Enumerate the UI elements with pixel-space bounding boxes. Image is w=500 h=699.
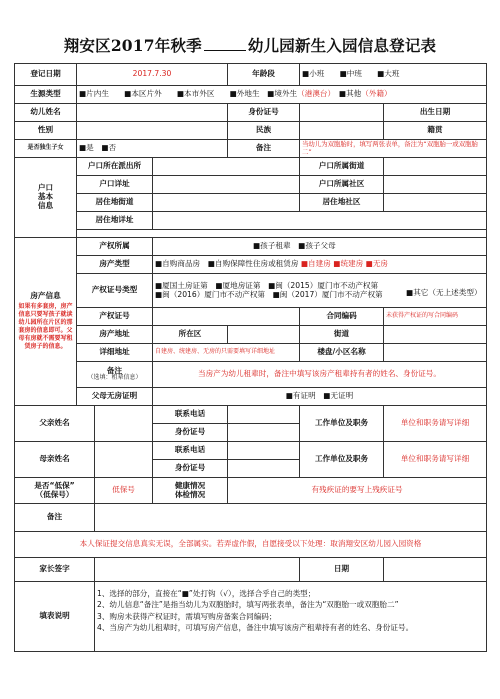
gender-label: 性别 [15, 122, 77, 140]
district-label: 所在区 [153, 326, 228, 344]
origin-label: 籍贯 [384, 122, 487, 140]
house-remark-note: 当房产为幼儿租辈时，备注中填写该房产租辈持有者的姓名、身份证号。 [153, 362, 487, 388]
row-only-child [15, 140, 487, 158]
student-type-label: 生源类型 [15, 86, 77, 104]
grade-options[interactable]: ■小班 ■中班 ■大班 [300, 64, 487, 86]
district-field[interactable] [228, 326, 300, 344]
row-student-type [15, 86, 487, 104]
house-detail-label: 详细地址 [77, 344, 153, 362]
estate-name-label: 楼盘/小区名称 [300, 344, 384, 362]
instruction-line: 1、选择的部分，直接在“■”处打钩（√），选择合乎自己的类型； [97, 589, 316, 598]
sign-field[interactable] [95, 558, 300, 582]
opt-overseas-note: （港澳台） [297, 89, 332, 99]
child-remark-note: 当幼儿为双胞胎时，填写两张表单，备注为“双胞胎一或双胞胎二” [300, 140, 487, 158]
hukou-police-field[interactable] [153, 158, 300, 176]
res-community-label: 居住地社区 [300, 194, 384, 212]
row-hukou-spacer [15, 230, 487, 238]
row-remark [15, 504, 487, 532]
ownership-options[interactable]: ■孩子租辈 ■孩子父母 [153, 238, 487, 256]
cert-type-options[interactable] [153, 274, 487, 308]
student-type-options[interactable] [77, 86, 487, 104]
ethnic-label: 民族 [228, 122, 300, 140]
estate-name-field[interactable] [384, 344, 487, 362]
mother-name-field[interactable] [95, 442, 153, 478]
row-gender [15, 122, 487, 140]
declaration-text: 本人保证提交信息真实无误，全部属实。若弄虚作假，自愿接受以下处理：取消翔安区幼儿园入园资格 [15, 532, 487, 558]
mother-job-note: 单位和职务请写详细 [384, 442, 487, 478]
hukou-section-label: 户口 基本 信息 [15, 158, 77, 238]
row-father-phone [15, 406, 487, 424]
hukou-detail-field[interactable] [153, 176, 300, 194]
father-phone-label: 联系电话 [153, 406, 228, 424]
health-note: 有残疾证的要写上残疾证号 [228, 478, 487, 504]
res-detail-field[interactable] [153, 212, 487, 230]
row-child-name [15, 104, 487, 122]
row-hukou-police [15, 158, 487, 176]
hukou-street-field[interactable] [384, 158, 487, 176]
cert-type-label: 产权证号类型 [77, 274, 153, 308]
mother-name-label: 母亲姓名 [15, 442, 95, 478]
house-section-note: 如果有多套房，房产信息只要写孩子就读幼儿园所在片区的那套房的信息即可。父母有房就不需要写租赁房子的信息。 [18, 302, 73, 351]
mother-id-field[interactable] [228, 460, 300, 478]
cert-no-field[interactable] [153, 308, 300, 326]
father-job-note: 单位和职务请写详细 [384, 406, 487, 442]
hukou-spacer [77, 230, 487, 238]
dibao-label: 是否“低保” （低保号） [15, 478, 95, 504]
title-suffix: 幼儿园新生入园信息登记表 [247, 36, 437, 55]
hukou-community-field[interactable] [384, 176, 487, 194]
father-phone-field[interactable] [228, 406, 300, 424]
health-label: 健康情况 体检情况 [153, 478, 228, 504]
row-no-house-proof [15, 388, 487, 406]
ownership-label: 产权所属 [77, 238, 153, 256]
house-remark-label: 备注 [106, 365, 123, 375]
instruction-line: 3、购房未获得产权证时，需填写购房备案合同编码； [97, 611, 277, 621]
only-child-options[interactable]: ■是 ■否 [77, 140, 228, 158]
house-remark-cell [77, 362, 153, 388]
row-house-type [15, 256, 487, 274]
house-type-label: 房产类型 [77, 256, 153, 274]
cert-other[interactable]: ■其它（无上述类型） [406, 288, 482, 297]
row-house-addr [15, 326, 487, 344]
res-community-field[interactable] [384, 194, 487, 212]
row-res-street [15, 194, 487, 212]
row-house-detail [15, 344, 487, 362]
row-mother-phone [15, 442, 487, 460]
house-detail-note: 自建房、统建房、无房的只需要填写详细地址 [153, 344, 300, 362]
opt-self-built[interactable]: ■自建房 [300, 259, 331, 269]
father-id-field[interactable] [228, 424, 300, 442]
row-dibao [15, 478, 487, 504]
instructions-body [95, 582, 487, 652]
row-reg-date [15, 64, 487, 86]
row-signature [15, 558, 487, 582]
cert-line-2[interactable]: ■闽（2016）厦门市不动产权第 ■闽（2017）厦门市不动产权第 [155, 289, 383, 299]
house-street-label: 街道 [300, 326, 384, 344]
form-title [0, 34, 500, 56]
hukou-street-label: 户口所属街道 [300, 158, 384, 176]
sign-date-label: 日期 [300, 558, 384, 582]
dibao-value[interactable]: 低保号 [95, 478, 153, 504]
res-street-label: 居住地街道 [77, 194, 153, 212]
row-house-remark [15, 362, 487, 388]
child-name-label: 幼儿姓名 [15, 104, 77, 122]
opt-other[interactable]: ■其他 [338, 89, 362, 99]
title-blank-line[interactable] [204, 50, 246, 51]
contract-code-note: 未获得产权证的写合同编码 [384, 308, 487, 326]
sign-date-field[interactable] [384, 558, 487, 582]
opt-other-note: （外籍） [361, 89, 392, 99]
student-type-opts[interactable]: ■片内生 ■本区片外 ■本市外区 ■外地生 [79, 89, 260, 99]
father-id-label: 身份证号 [153, 424, 228, 442]
row-ownership [15, 238, 487, 256]
no-house-proof-label: 父母无房证明 [77, 388, 153, 406]
row-hukou-detail [15, 176, 487, 194]
house-section-label: 房产信息 [30, 290, 61, 300]
mother-job-label: 工作单位及职务 [300, 442, 384, 478]
row-res-detail [15, 212, 487, 230]
child-id-label: 身份证号 [228, 104, 300, 122]
father-name-label: 父亲姓名 [15, 406, 95, 442]
child-name-field[interactable] [77, 104, 228, 122]
house-type-black[interactable]: ■自购商品房 ■自购保障性住房或租赁房 [155, 259, 299, 269]
child-id-field[interactable] [300, 104, 384, 122]
reg-date-label: 登记日期 [15, 64, 77, 86]
row-cert-no [15, 308, 487, 326]
grade-label: 年龄段 [228, 64, 300, 86]
row-declaration [15, 532, 487, 558]
no-house-proof-options[interactable]: ■有证明 ■无证明 [153, 388, 487, 406]
reg-date-value[interactable]: 2017.7.30 [77, 64, 228, 86]
mother-phone-field[interactable] [228, 442, 300, 460]
ethnic-field[interactable] [300, 122, 384, 140]
instruction-line: 4、当房产为幼儿租辈时，可填写房产信息，备注中填写该房产租辈持有者的姓名、身份证号。 [97, 623, 414, 633]
remark-field[interactable] [95, 504, 487, 532]
opt-overseas[interactable]: ■境外生 [267, 89, 298, 99]
hukou-police-label: 户口所在派出所 [77, 158, 153, 176]
cert-line-1[interactable]: ■厦国土房证第 ■厦地房证第 ■闽（2015）厦门市不动产权第 [155, 280, 379, 290]
row-cert-type [15, 274, 487, 308]
res-detail-label: 居住地详址 [77, 212, 153, 230]
father-name-field[interactable] [95, 406, 153, 442]
hukou-detail-label: 户口详址 [77, 176, 153, 194]
father-job-label: 工作单位及职务 [300, 406, 384, 442]
sign-label: 家长签字 [39, 564, 70, 574]
opt-no-house[interactable]: ■无房 [365, 259, 389, 269]
only-child-label: 是否独生子女 [15, 140, 77, 158]
birth-cell[interactable] [384, 104, 487, 122]
opt-unified-built[interactable]: ■统建房 [333, 259, 364, 269]
remark-label: 备注 [15, 504, 95, 532]
house-section-cell [15, 238, 77, 406]
row-instructions [15, 582, 487, 652]
contract-code-label: 合同编码 [300, 308, 384, 326]
hukou-community-label: 户口所属社区 [300, 176, 384, 194]
house-remark-sub: （选填：租辈信息） [87, 374, 142, 382]
instructions-label: 填表说明 [15, 582, 95, 652]
sign-label-cell [15, 558, 95, 582]
house-type-options[interactable] [153, 256, 487, 274]
house-street-field[interactable] [384, 326, 487, 344]
instruction-line: 2、幼儿信息“备注”是指当幼儿为双胞胎时，填写两张表单，备注为“双胞胎一或双胞胎二” [97, 600, 399, 610]
cert-no-label: 产权证号 [77, 308, 153, 326]
child-remark-label: 备注 [228, 140, 300, 158]
birth-date-label: 出生日期 [419, 107, 451, 117]
house-addr-label: 房产地址 [77, 326, 153, 344]
title-prefix: 翔安区2017年秋季 [63, 36, 202, 55]
form-table [14, 63, 487, 652]
res-street-field[interactable] [153, 194, 300, 212]
gender-field[interactable] [77, 122, 228, 140]
mother-id-label: 身份证号 [153, 460, 228, 478]
mother-phone-label: 联系电话 [153, 442, 228, 460]
